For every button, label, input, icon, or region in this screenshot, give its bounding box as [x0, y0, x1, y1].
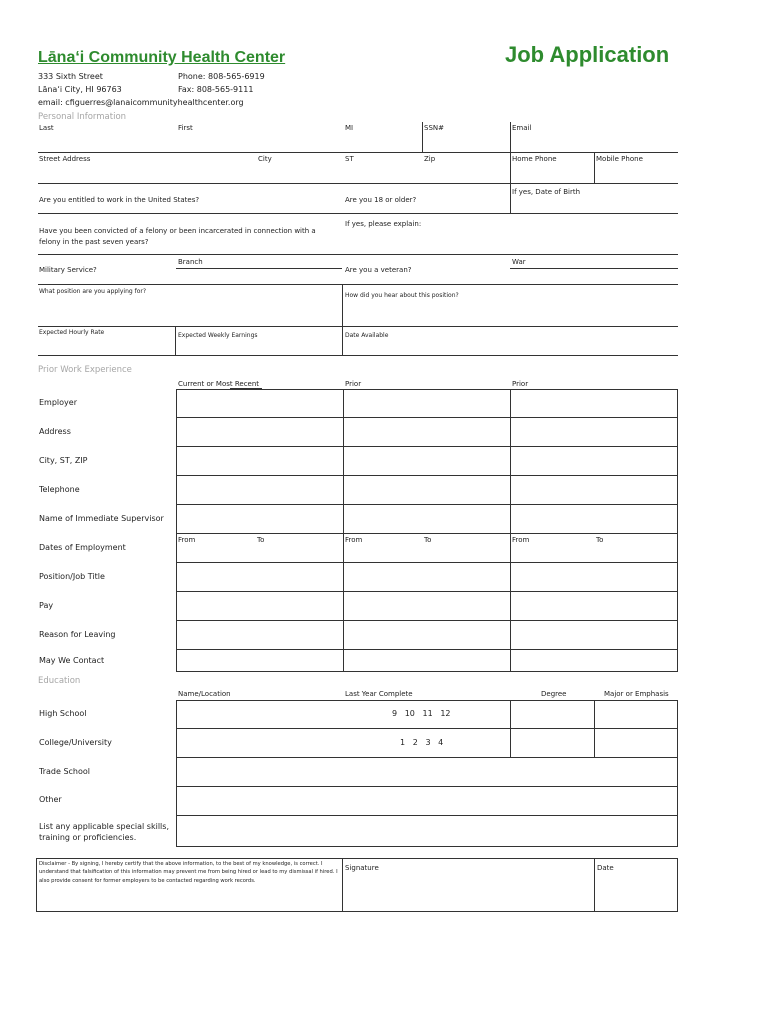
ssn-label: SSN# [424, 124, 444, 132]
to-label: To [596, 536, 604, 544]
branch-label: Branch [178, 258, 203, 266]
skills-label: List any applicable special skills, training or proficiencies. [39, 822, 169, 842]
signature-label: Signature [345, 864, 379, 872]
work-entitled-label: Are you entitled to work in the United States? [39, 196, 200, 204]
explain-field[interactable] [343, 230, 678, 254]
name-location-header: Name/Location [178, 690, 231, 698]
hourly-rate-label: Expected Hourly Rate [39, 329, 105, 336]
age-18-label: Are you 18 or older? [345, 196, 417, 204]
current-employer-header: Current or Most Recent [178, 380, 260, 388]
row-line [176, 533, 678, 534]
work-history-table [176, 389, 678, 672]
mobile-phone-label: Mobile Phone [596, 155, 643, 163]
zip-label: Zip [424, 155, 436, 163]
first-name-label: First [178, 124, 193, 132]
home-phone-label: Home Phone [512, 155, 557, 163]
position-field[interactable] [38, 296, 678, 326]
high-school-years[interactable]: 9 10 11 12 [392, 709, 451, 718]
email-address: email: cfiguerres@lanaicommunityhealthcenter.org [38, 98, 244, 107]
position-label: What position are you applying for? [39, 288, 147, 295]
row-line [38, 326, 678, 327]
phone-divider [510, 153, 511, 183]
row-line [38, 355, 678, 356]
row-line [176, 620, 678, 621]
to-label: To [257, 536, 265, 544]
row-line [38, 183, 678, 184]
row-line [38, 284, 678, 285]
high-school-label: High School [39, 709, 87, 718]
page-title: Job Application [505, 42, 670, 67]
high-school-name-input[interactable] [177, 701, 343, 728]
college-years[interactable]: 1 2 3 4 [400, 738, 444, 747]
major-header: Major or Emphasis [604, 690, 669, 698]
dates-employment-label: Dates of Employment [39, 543, 126, 552]
telephone-label: Telephone [39, 485, 80, 494]
other-education-input[interactable] [177, 787, 677, 815]
reason-leaving-label: Reason for Leaving [39, 630, 116, 639]
col-divider [510, 389, 511, 672]
hear-label: How did you hear about this position? [345, 292, 459, 299]
to-label: To [424, 536, 432, 544]
address-phone-field[interactable] [38, 165, 678, 183]
hourly-divider [175, 327, 176, 355]
pay-label: Pay [39, 601, 54, 610]
from-label: From [178, 536, 196, 544]
work-section-title: Prior Work Experience [38, 365, 132, 375]
row-line [38, 213, 678, 214]
city-label: City [258, 155, 272, 163]
phone-number: Phone: 808-565-6919 [178, 72, 265, 81]
row-line [176, 591, 678, 592]
other-label: Other [39, 795, 62, 804]
trade-school-input[interactable] [177, 758, 677, 786]
dob-divider [510, 183, 511, 213]
name-ssn-email-field[interactable] [38, 134, 678, 152]
personal-section-title: Personal Information [38, 112, 127, 122]
felony-question: Have you been convicted of a felony or been incarcerated in connection with a felony in the past seven years? [39, 227, 316, 246]
address-label: Address [39, 427, 71, 436]
row-line [176, 504, 678, 505]
mobile-divider [594, 153, 595, 183]
address-line-2: Lāna‘i City, HI 96763 [38, 85, 122, 94]
email-label: Email [512, 124, 532, 132]
military-label: Military Service? [39, 266, 97, 274]
row-line [38, 152, 678, 153]
row-line [38, 254, 678, 255]
prior-employer-header: Prior [345, 380, 362, 388]
skills-input[interactable] [177, 816, 677, 846]
row-line [176, 562, 678, 563]
prior-employer-input[interactable] [344, 390, 510, 417]
college-label: College/University [39, 738, 112, 747]
last-name-label: Last [39, 124, 54, 132]
prior-employer-2-header: Prior [512, 380, 529, 388]
fax-number: Fax: 808-565-9111 [178, 85, 254, 94]
address-line-1: 333 Sixth Street [38, 72, 103, 81]
col-divider [343, 389, 344, 672]
age-field[interactable] [300, 185, 510, 213]
row-line [176, 417, 678, 418]
trade-school-label: Trade School [39, 767, 91, 776]
may-we-contact-label: May We Contact [39, 656, 105, 665]
date-available-label: Date Available [345, 332, 389, 339]
mi-label: MI [345, 124, 354, 132]
weekly-earnings-label: Expected Weekly Earnings [178, 332, 258, 339]
row-line [176, 475, 678, 476]
college-name-input[interactable] [177, 729, 343, 757]
dob-label: If yes, Date of Birth [512, 188, 581, 196]
date-label: Date [597, 864, 614, 872]
war-label: War [512, 258, 526, 266]
street-label: Street Address [39, 155, 91, 163]
row-line [176, 446, 678, 447]
war-line [510, 268, 678, 269]
row-line [176, 649, 678, 650]
position-divider [342, 285, 343, 327]
weekly-divider [342, 327, 343, 355]
pay-expectation-field[interactable] [38, 338, 678, 354]
branch-line [176, 268, 342, 269]
signature-input[interactable] [343, 874, 593, 911]
education-section-title: Education [38, 676, 81, 686]
disclaimer-text: Disclaimer - By signing, I hereby certify that the above information, to the best of my knowledge, is correct. I understand that falsification of this information may prevent me from being hired or lead to my dismissal if hired. I also provide consent for former employers to be contacted regarding work records. [39, 861, 338, 884]
org-name: Lāna‘i Community Health Center [38, 49, 286, 66]
city-st-zip-label: City, ST, ZIP [39, 456, 88, 465]
employer-label: Employer [39, 398, 77, 407]
from-label: From [345, 536, 363, 544]
last-year-header: Last Year Complete [345, 690, 413, 698]
ssn-divider [422, 122, 423, 152]
explain-label: If yes, please explain: [345, 220, 422, 228]
from-label: From [512, 536, 530, 544]
state-label: ST [345, 155, 354, 163]
position-title-label: Position/Job Title [39, 572, 105, 581]
date-input[interactable] [595, 874, 677, 911]
prior-employer-2-input[interactable] [511, 390, 677, 417]
email-divider [510, 122, 511, 152]
veteran-label: Are you a veteran? [345, 266, 412, 274]
supervisor-label: Name of Immediate Supervisor [39, 514, 164, 523]
current-employer-input[interactable] [177, 390, 343, 417]
degree-header: Degree [541, 690, 567, 698]
